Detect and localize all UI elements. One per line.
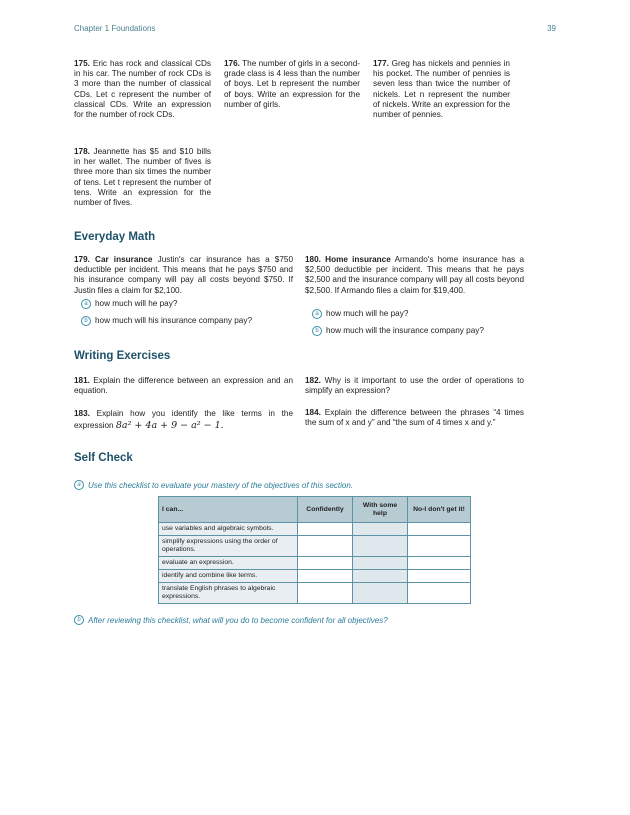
objective-label: translate English phrases to algebraic expressions. xyxy=(159,583,298,604)
exercise-text: Jeannette has $5 and $10 bills in her wallet. The number of fives is three more than six times the number of tens. Let t represent the number of tens. Write an expression for the number of fives. xyxy=(74,147,211,208)
confidently-cell[interactable] xyxy=(298,557,353,570)
part-text: how much will the insurance company pay? xyxy=(326,326,484,335)
exercise-179 xyxy=(74,255,293,296)
exercise-text: Explain the difference between an expression and an equation. xyxy=(74,376,293,396)
exercise-number: 184. xyxy=(305,408,321,417)
exercise-text: The number of girls in a second-grade class is 4 less than the number of boys. Let b represent the number of boys. Write an expression for the number of girls. xyxy=(224,59,360,109)
part-text: how much will he pay? xyxy=(326,309,409,318)
chapter-header: Chapter 1 Foundations xyxy=(74,24,156,33)
objective-label: use variables and algebraic symbols. xyxy=(159,523,298,536)
exercise-number: 178. xyxy=(74,147,90,156)
letter-b-icon: b xyxy=(81,316,91,326)
dont-get-it-cell[interactable] xyxy=(408,523,471,536)
letter-b-icon: b xyxy=(74,615,84,625)
exercise-180 xyxy=(305,255,524,296)
exercise-number: 179. xyxy=(74,255,90,264)
column-header-with-some-help: With some help xyxy=(353,497,408,523)
dont-get-it-cell[interactable] xyxy=(408,536,471,557)
exercise-183 xyxy=(74,408,293,432)
exercise-number: 180. xyxy=(305,255,321,264)
page-number: 39 xyxy=(547,24,556,33)
exercise-text: Explain the difference between the phrases “4 times the sum of x and y” and “the sum of 4 times x and y.” xyxy=(305,408,524,428)
exercise-177 xyxy=(373,59,510,120)
part-text: how much will he pay? xyxy=(95,299,178,308)
exercise-text: Why is it important to use the order of operations to simplify an expression? xyxy=(305,376,524,396)
exercise-number: 176. xyxy=(224,59,240,68)
letter-a-icon: a xyxy=(312,309,322,319)
table-header-row xyxy=(159,497,471,523)
table-row xyxy=(159,536,471,557)
confidently-cell[interactable] xyxy=(298,583,353,604)
exercise-178 xyxy=(74,147,211,208)
confidently-cell[interactable] xyxy=(298,536,353,557)
part-text: how much will his insurance company pay? xyxy=(95,316,253,325)
dont-get-it-cell[interactable] xyxy=(408,570,471,583)
exercise-text: Eric has rock and classical CDs in his car. The number of rock CDs is 3 more than the number of classical CDs. Let c represent the number of classical CDs. Write an expression for the number of rock CDs. xyxy=(74,59,211,120)
with-some-help-cell[interactable] xyxy=(353,570,408,583)
exercise-text: Justin's car insurance has a $750 deductible per incident. This means that he pays $750 and his insurance company will pay all costs beyond $750. If Justin files a claim for $2,100. xyxy=(74,255,293,295)
exercise-181 xyxy=(74,376,293,396)
objective-label: simplify expressions using the order of operations. xyxy=(159,536,298,557)
objective-label: identify and combine like terms. xyxy=(159,570,298,583)
exercise-text: Greg has nickels and pennies in his pocket. The number of pennies is seven less than twice the number of nickels. Let n represent the number of nickels. Write an expression for the number of pennies. xyxy=(373,59,510,120)
exercise-title: Car insurance xyxy=(95,255,153,264)
table-row xyxy=(159,523,471,536)
self-check-instruction-b xyxy=(74,615,388,625)
confidently-cell[interactable] xyxy=(298,523,353,536)
column-header-no-i-dont-get-it: No-I don't get it! xyxy=(408,497,471,523)
exercise-number: 175. xyxy=(74,59,90,68)
table-row xyxy=(159,557,471,570)
section-heading-self-check: Self Check xyxy=(74,452,133,464)
section-heading-writing-exercises: Writing Exercises xyxy=(74,350,171,362)
objective-label: evaluate an expression. xyxy=(159,557,298,570)
instruction-text: Use this checklist to evaluate your mastery of the objectives of this section. xyxy=(88,480,354,490)
dont-get-it-cell[interactable] xyxy=(408,583,471,604)
with-some-help-cell[interactable] xyxy=(353,536,408,557)
exercise-184 xyxy=(305,408,524,428)
exercise-title: Home insurance xyxy=(325,255,391,264)
letter-b-icon: b xyxy=(312,326,322,336)
table-row xyxy=(159,583,471,604)
table-row xyxy=(159,570,471,583)
exercise-text: Explain how you identify the like terms in the expression xyxy=(74,409,293,430)
section-heading-everyday-math: Everyday Math xyxy=(74,231,156,243)
exercise-176 xyxy=(224,59,360,110)
self-check-instruction-a xyxy=(74,480,353,490)
exercise-text: Armando's home insurance has a $2,500 deductible per incident. This means that he pays $2,500 and the insurance company will pay all costs beyond $2,500. If Armando files a claim for $19,400. xyxy=(305,255,525,295)
with-some-help-cell[interactable] xyxy=(353,523,408,536)
dont-get-it-cell[interactable] xyxy=(408,557,471,570)
exercise-number: 181. xyxy=(74,376,90,385)
exercise-number: 183. xyxy=(74,409,90,418)
column-header-i-can: I can... xyxy=(159,497,298,523)
self-check-table xyxy=(158,496,471,604)
with-some-help-cell[interactable] xyxy=(353,557,408,570)
exercise-182 xyxy=(305,376,524,396)
exercise-180-part-b xyxy=(312,326,484,336)
letter-a-icon: a xyxy=(74,480,84,490)
math-expression: 8a² + 4a + 9 − a² − 1. xyxy=(115,420,224,431)
confidently-cell[interactable] xyxy=(298,570,353,583)
exercise-179-part-b xyxy=(81,316,252,326)
exercise-number: 177. xyxy=(373,59,389,68)
column-header-confidently: Confidently xyxy=(298,497,353,523)
instruction-text: After reviewing this checklist, what will you do to become confident for all objectives? xyxy=(88,615,388,625)
exercise-175 xyxy=(74,59,211,120)
exercise-179-part-a xyxy=(81,299,177,309)
letter-a-icon: a xyxy=(81,299,91,309)
exercise-180-part-a xyxy=(312,309,408,319)
exercise-number: 182. xyxy=(305,376,321,385)
with-some-help-cell[interactable] xyxy=(353,583,408,604)
